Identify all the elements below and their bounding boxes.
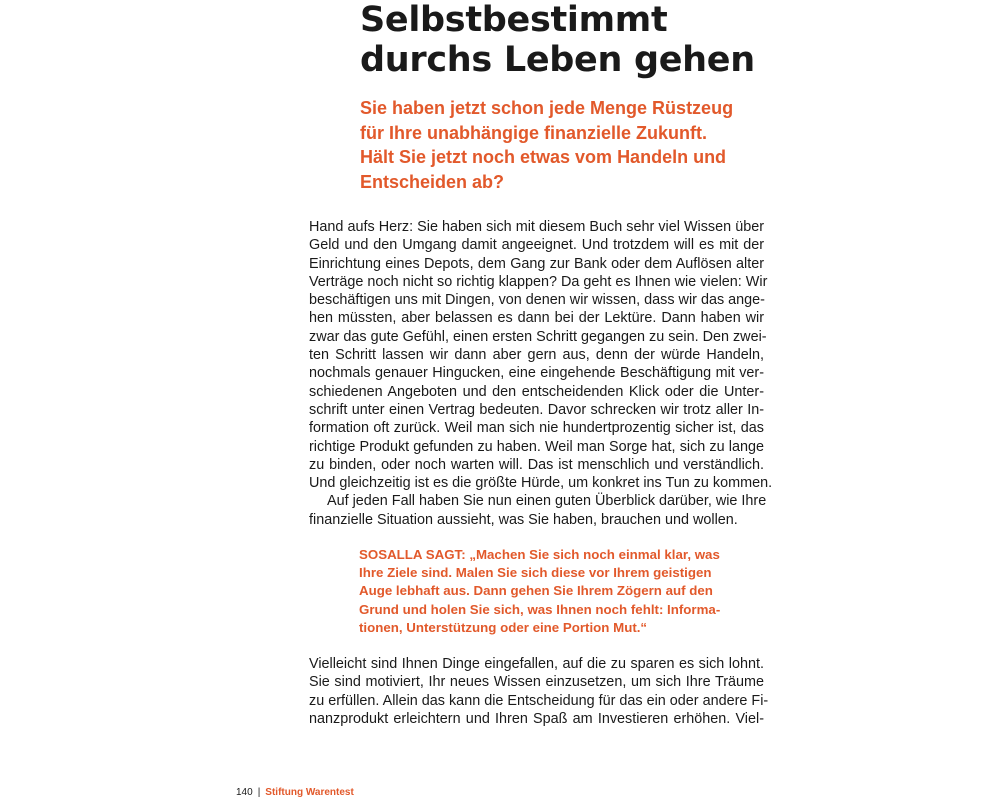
- footer-separator: |: [257, 787, 261, 798]
- page-number: 140: [236, 787, 253, 798]
- body-paragraph-2: [309, 655, 769, 728]
- body-line: hen müssten, aber belassen es dann bei der Lektüre. Dann haben wir: [309, 310, 764, 327]
- body-line: zu erfüllen. Allein das kann die Entscheidung für das ein oder andere Fi-: [309, 692, 769, 709]
- body-line: Verträge noch nicht so richtig klappen? Da geht es Ihnen wie vielen: Wir: [309, 273, 768, 290]
- body-line: Hand aufs Herz: Sie haben sich mit diesem Buch sehr viel Wissen über: [309, 219, 764, 235]
- quote-line: Auge lebhaft aus. Dann gehen Sie Ihrem Zögern auf den: [359, 583, 713, 599]
- chapter-heading-line: durchs Leben gehen: [360, 40, 755, 80]
- body-line: zwar das gute Gefühl, einen ersten Schritt gegangen zu sein. Den zwei-: [309, 328, 767, 345]
- intro-line: Sie haben jetzt schon jede Menge Rüstzeug: [360, 98, 734, 118]
- expert-quote: [359, 546, 754, 637]
- body-line: finanzielle Situation aussieht, was Sie haben, brauchen und wollen.: [309, 511, 738, 528]
- body-line: ten Schritt lassen wir dann aber gern aus, denn der würde Handeln,: [309, 347, 764, 364]
- body-line: schiedenen Angeboten und den entscheidenden Klick oder die Unter-: [309, 383, 764, 400]
- body-line: Geld und den Umgang damit angeeignet. Und trotzdem will es mit der: [309, 237, 764, 254]
- body-paragraph-1: [309, 218, 773, 529]
- publisher-name: Stiftung Warentest: [265, 787, 354, 798]
- intro-line: Entscheiden ab?: [360, 171, 505, 192]
- body-line: zu binden, oder noch warten will. Das ist menschlich und verständlich.: [309, 456, 764, 473]
- body-line: beschäftigen uns mit Dingen, von denen wir wissen, dass wir das ange-: [309, 292, 765, 309]
- body-line: Einrichtung eines Depots, dem Gang zur Bank oder dem Auflösen alter: [309, 255, 764, 272]
- quote-line: Ihre Ziele sind. Malen Sie sich diese vor Ihrem geistigen: [359, 565, 712, 581]
- quote-line: SOSALLA SAGT: „Machen Sie sich noch einmal klar, was: [359, 547, 720, 562]
- body-line: Vielleicht sind Ihnen Dinge eingefallen, auf die zu sparen es sich lohnt.: [309, 656, 764, 672]
- quote-line: Grund und holen Sie sich, was Ihnen noch fehlt: Informa-: [359, 601, 721, 617]
- body-line: formation oft zurück. Weil man sich nie hundertprozentig sicher ist, das: [309, 420, 764, 437]
- body-line: Sie sind motiviert, Ihr neues Wissen einzusetzen, um sich Ihre Träume: [309, 674, 764, 691]
- page-footer: [236, 786, 354, 800]
- body-line: richtige Produkt gefunden zu haben. Weil man Sorge hat, sich zu lange: [309, 438, 764, 455]
- intro-line: für Ihre unabhängige finanzielle Zukunft.: [360, 122, 708, 143]
- chapter-heading-line: Selbstbestimmt: [360, 0, 668, 40]
- intro-lead: [360, 96, 780, 194]
- body-line: Auf jeden Fall haben Sie nun einen guten Überblick darüber, wie Ihre: [327, 493, 767, 510]
- body-line: schrift unter einen Vertrag bedeuten. Davor schrecken wir trotz aller In-: [309, 401, 764, 418]
- body-line: nochmals genauer Hingucken, eine eingehende Beschäftigung mit ver-: [309, 365, 764, 382]
- body-line: Und gleichzeitig ist es die größte Hürde, um konkret ins Tun zu kommen.: [309, 475, 773, 492]
- body-line: nanzprodukt erleichtern und Ihren Spaß am Investieren erhöhen. Viel-: [309, 710, 764, 727]
- quote-line: tionen, Unterstützung oder eine Portion Mut.“: [359, 619, 648, 635]
- chapter-heading: [360, 0, 780, 80]
- intro-line: Hält Sie jetzt noch etwas vom Handeln und: [360, 147, 727, 167]
